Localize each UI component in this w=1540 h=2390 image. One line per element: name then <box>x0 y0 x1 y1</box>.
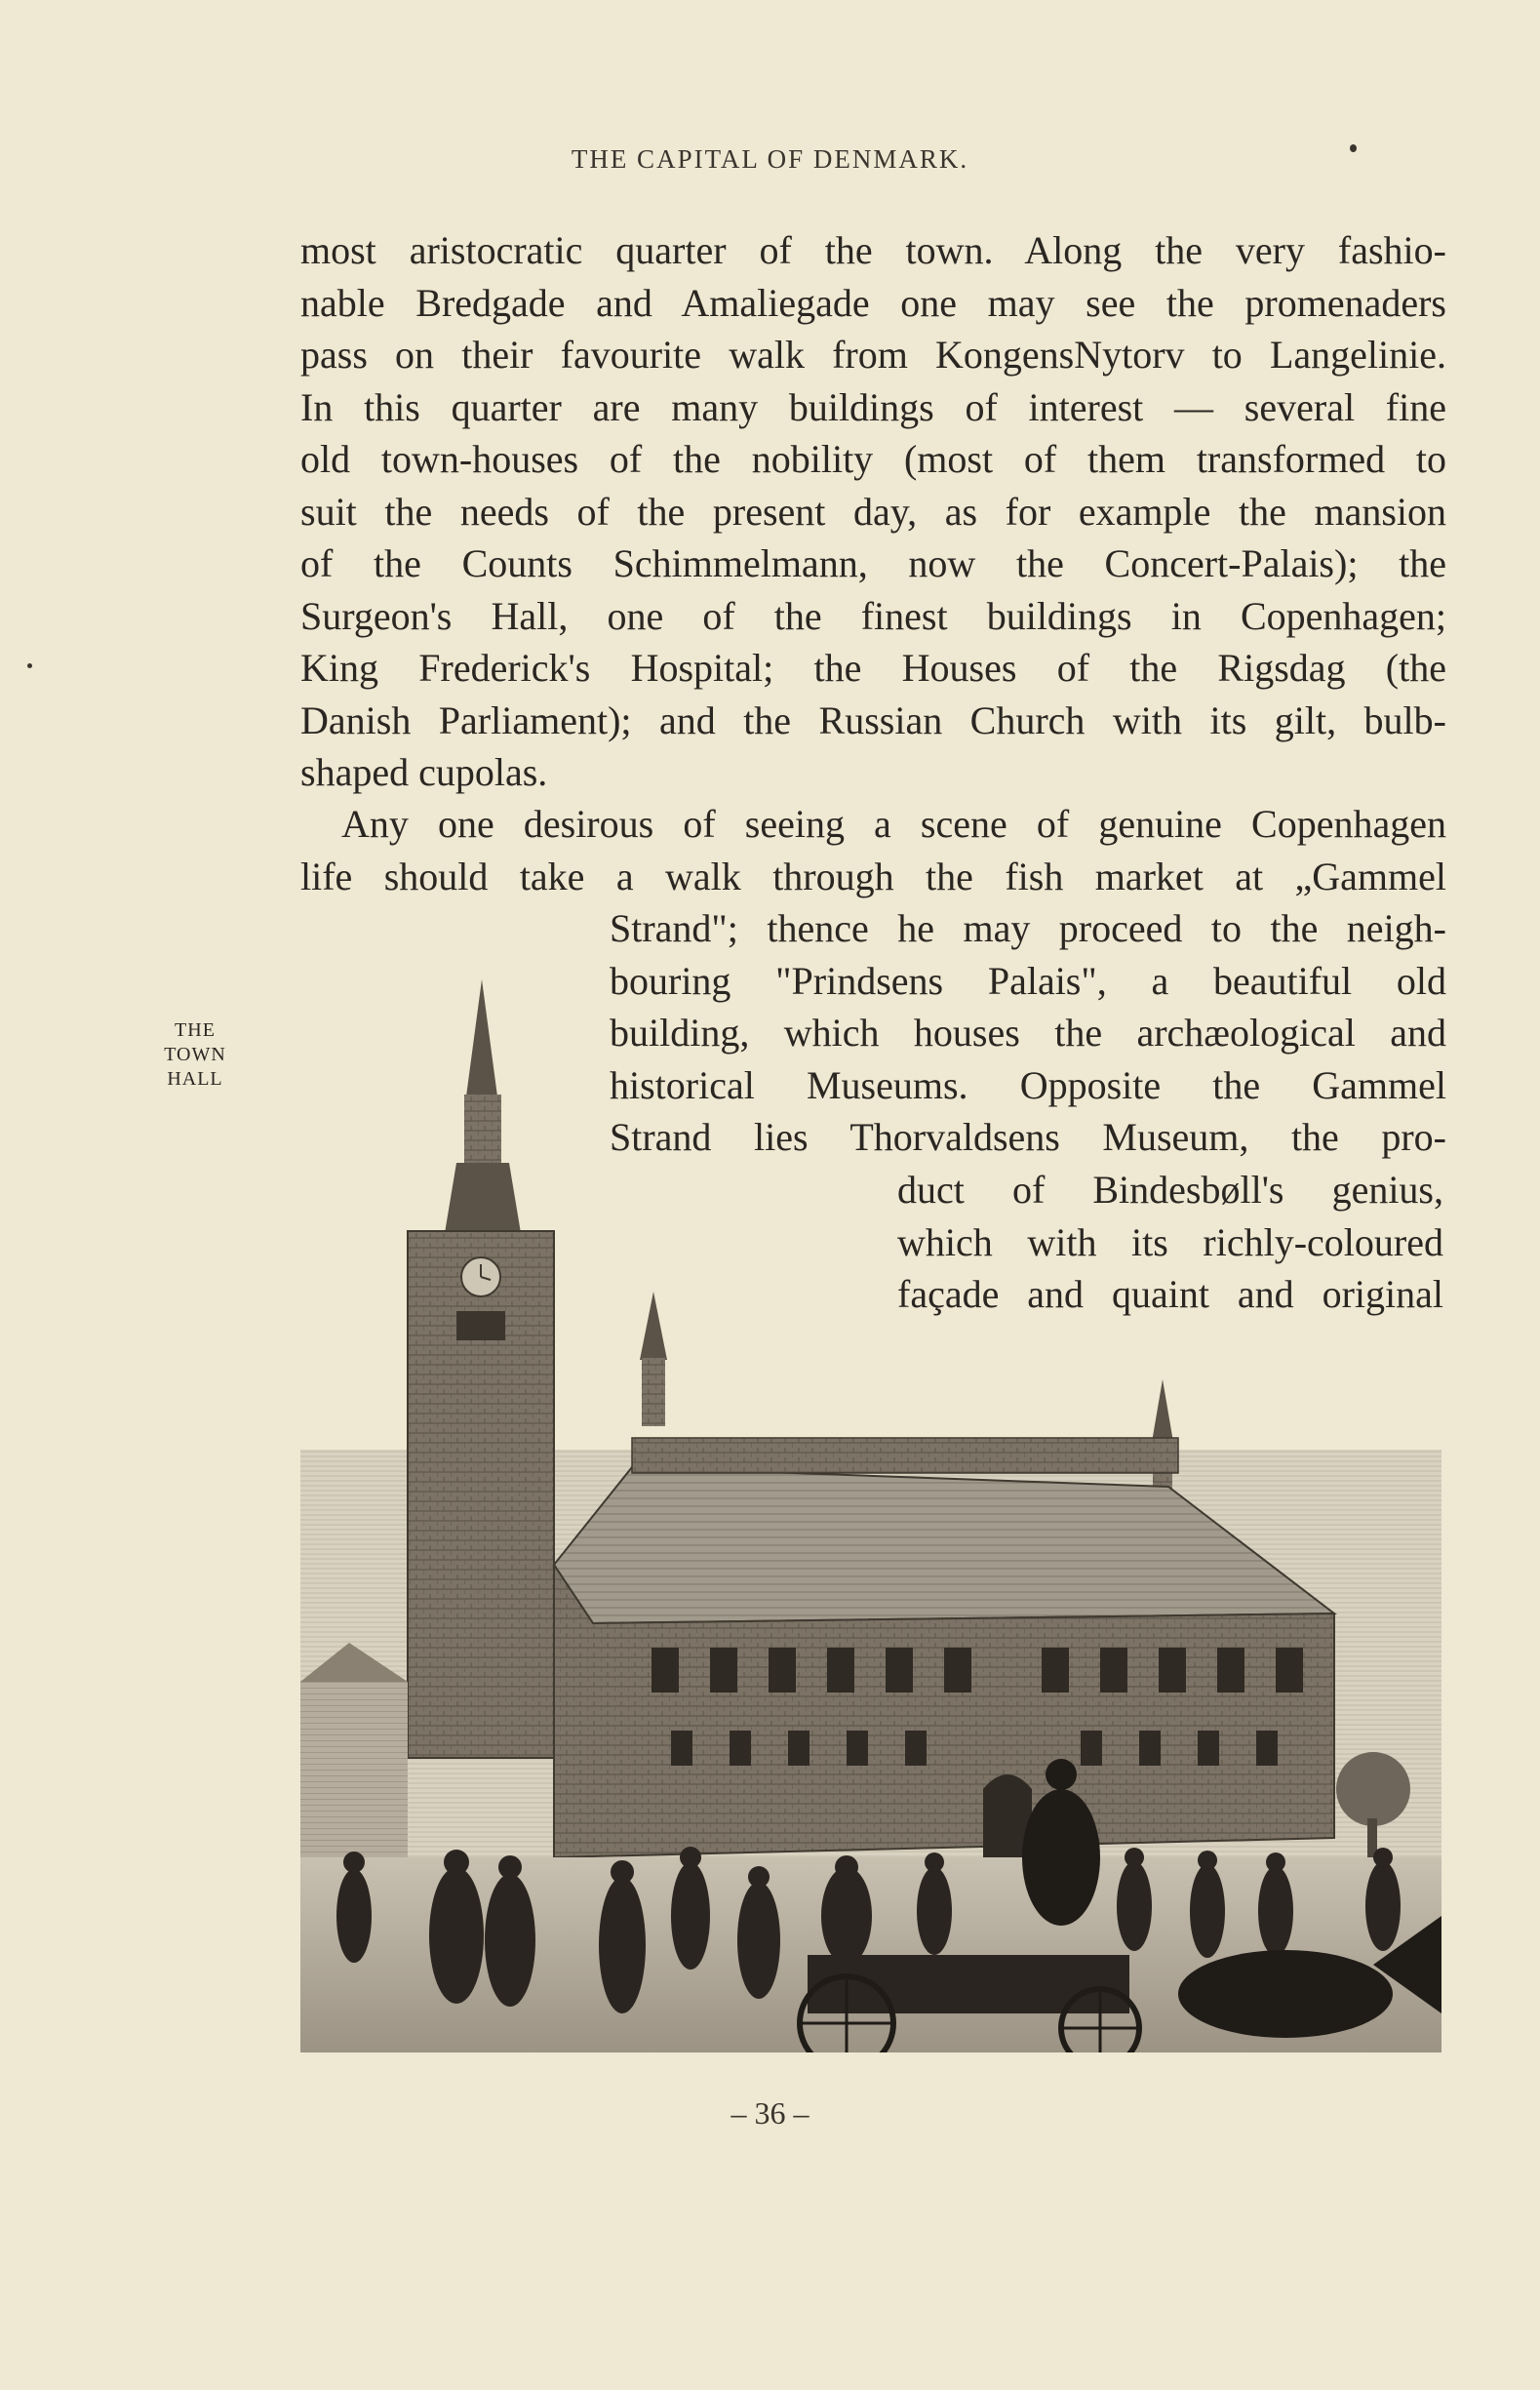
running-head: THE CAPITAL OF DENMARK. <box>571 144 969 174</box>
text-line: Strand lies Thorvaldsens Museum, the pro- <box>610 1115 1446 1159</box>
text-line: building, which houses the archæological and <box>610 1011 1446 1055</box>
town-hall-engraving-image <box>300 979 1441 2052</box>
page-number: – 36 – <box>731 2095 809 2131</box>
text-line: In this quarter are many buildings of interest — several fine <box>300 384 1446 429</box>
text-line: Strand"; thence he may proceed to the neigh- <box>610 906 1446 950</box>
text-line: life should take a walk through the fish market at „Gammel <box>300 854 1446 898</box>
margin-note-line: TOWN <box>164 1044 226 1065</box>
paragraph-1 <box>300 224 1446 799</box>
paragraph-2-full <box>300 798 1446 902</box>
text-line: façade and quaint and original <box>897 1272 1443 1316</box>
ink-speck-mark <box>27 663 32 668</box>
text-line: shaped cupolas. <box>300 750 548 794</box>
margin-note-line: HALL <box>167 1068 223 1090</box>
text-line: Danish Parliament); and the Russian Church with its gilt, bulb- <box>300 697 1446 742</box>
text-line: duct of Bindesbøll's genius, <box>897 1168 1443 1212</box>
text-line: of the Counts Schimmelmann, now the Concert-Palais); the <box>300 541 1446 585</box>
text-line: old town-houses of the nobility (most of them transformed to <box>300 437 1446 481</box>
text-line: historical Museums. Opposite the Gammel <box>610 1062 1446 1107</box>
text-line: Any one desirous of seeing a scene of genuine Copenhagen <box>341 802 1446 846</box>
text-line: most aristocratic quarter of the town. Along the very fashio- <box>300 228 1446 272</box>
ink-speck-mark <box>1350 144 1357 152</box>
margin-note-line: THE <box>175 1019 216 1041</box>
margin-note <box>146 1018 244 1092</box>
text-line: suit the needs of the present day, as for example the mansion <box>300 489 1446 534</box>
text-line: nable Bredgade and Amaliegade one may see the promenaders <box>300 280 1446 325</box>
text-line: Surgeon's Hall, one of the finest buildings in Copenhagen; <box>300 593 1446 638</box>
text-line: King Frederick's Hospital; the Houses of the Rigsdag (the <box>300 646 1446 690</box>
text-line: bouring "Prindsens Palais", a beautiful old <box>610 958 1446 1003</box>
text-line: pass on their favourite walk from KongensNytorv to Langelinie. <box>300 333 1446 377</box>
text-line: which with its richly-coloured <box>897 1219 1443 1264</box>
